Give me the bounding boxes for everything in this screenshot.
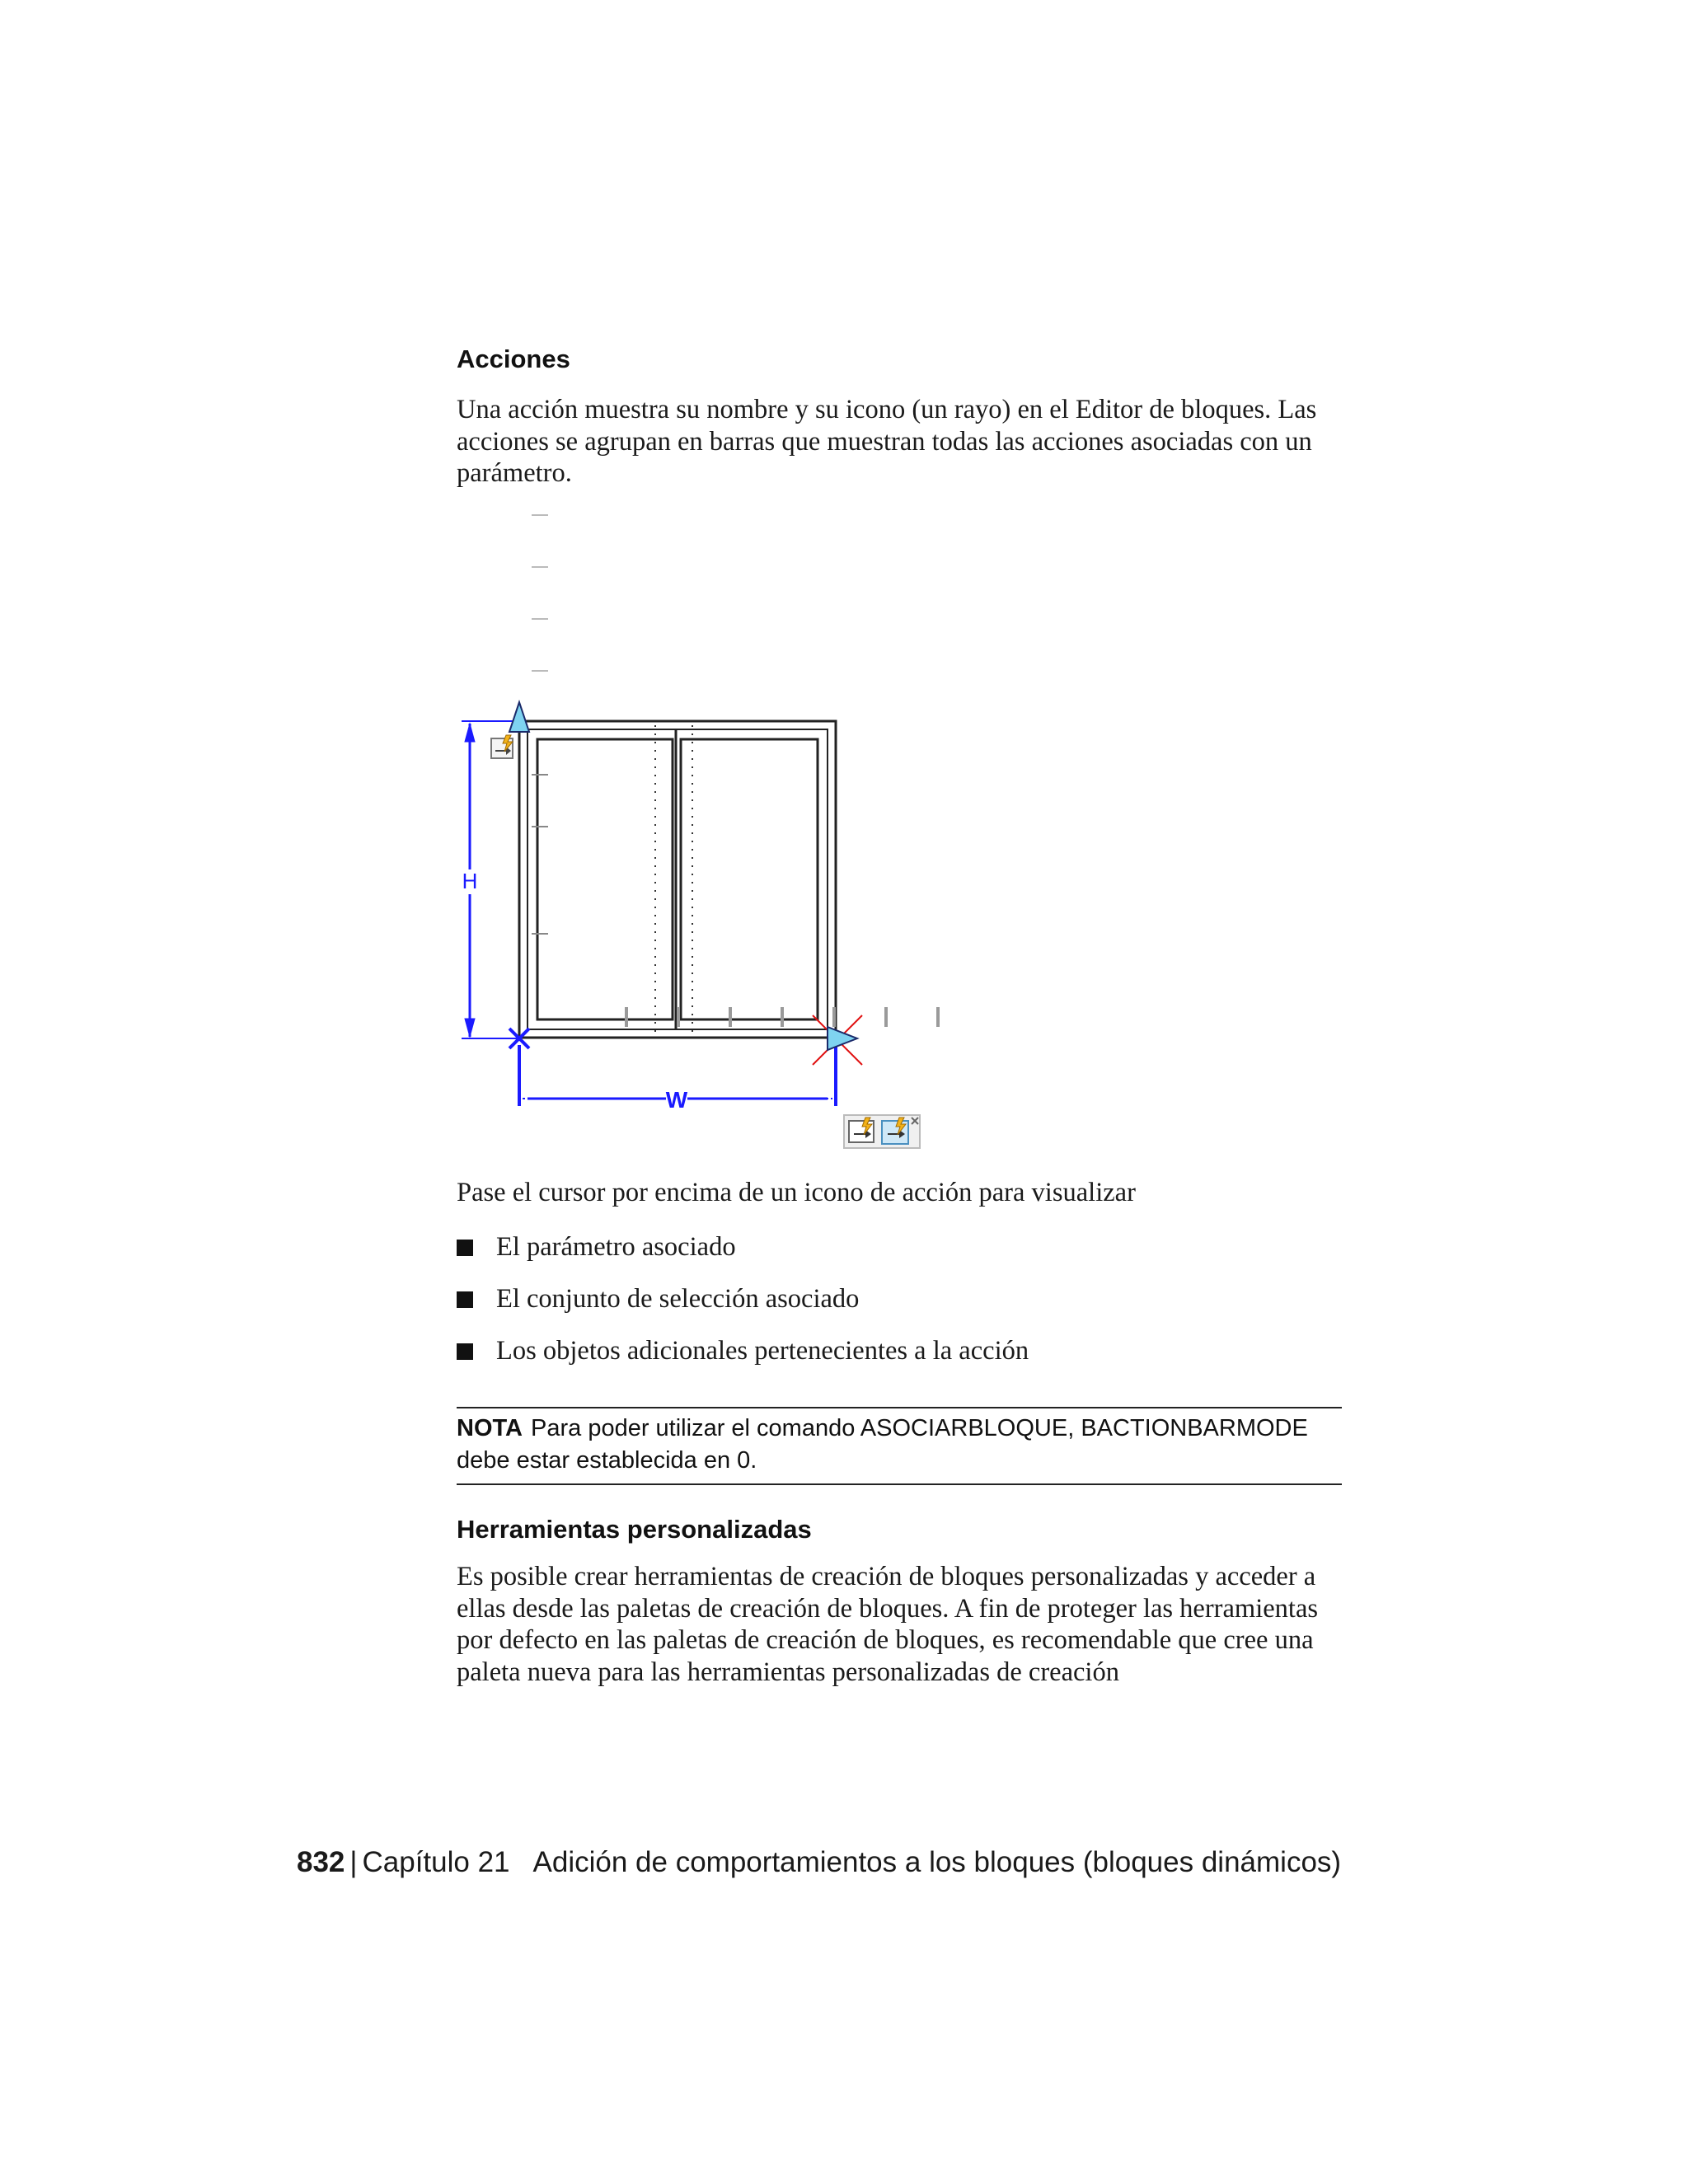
section-heading-acciones: Acciones — [457, 344, 570, 373]
hover-intro-text: Pase el cursor por encima de un icono de acción para visualizar — [457, 1178, 1136, 1207]
section-paragraph-acciones: Una acción muestra su nombre y su icono (un rayo) en el Editor de bloques. Las acciones se agrupan en barras que muestran todas las acciones asociadas con un parámetro. — [457, 395, 1317, 488]
list-item: El conjunto de selección asociado — [457, 1283, 1343, 1335]
page-number: 832 — [297, 1846, 345, 1878]
chapter-label: Capítulo 21 — [362, 1846, 510, 1878]
bullet-list — [457, 1231, 1343, 1387]
chapter-title: Adición de comportamientos a los bloques (bloques dinámicos) — [532, 1846, 1342, 1878]
width-label: W — [665, 1087, 688, 1113]
inner-ticks — [532, 775, 548, 934]
action-icon-stretch-2[interactable] — [882, 1118, 908, 1144]
bullet-square-icon — [457, 1343, 473, 1360]
window-frame — [519, 721, 836, 1038]
list-item: El parámetro asociado — [457, 1231, 1343, 1283]
action-icon-top[interactable] — [491, 735, 513, 758]
section-heading-herramientas: Herramientas personalizadas — [457, 1515, 812, 1544]
page-footer — [297, 1846, 1341, 1879]
action-bar — [844, 1115, 920, 1148]
note-box — [457, 1407, 1342, 1485]
faint-tick-marks — [532, 515, 548, 671]
footer-separator: | — [349, 1846, 358, 1878]
grip-arrow-up-icon[interactable] — [509, 702, 529, 732]
bullet-square-icon — [457, 1291, 473, 1308]
action-icon-stretch-1[interactable] — [849, 1118, 874, 1142]
bullet-square-icon — [457, 1240, 473, 1256]
list-item: Los objetos adicionales pertenecientes a la acción — [457, 1335, 1343, 1387]
section-paragraph-herramientas: Es posible crear herramientas de creación de bloques personalizadas y acceder a ellas desde las paletas de creación de bloques. A fin de proteger las herramientas por defecto en las paletas de creación de bloques, es recomendable que cree una paleta nueva para las herramientas personalizadas de creación — [457, 1562, 1319, 1687]
dynamic-block-figure — [437, 494, 948, 1154]
height-label: H — [462, 869, 478, 893]
note-label: NOTA — [457, 1415, 523, 1441]
grip-arrow-right-icon[interactable] — [828, 1027, 857, 1050]
note-text: Para poder utilizar el comando ASOCIARBLOQUE, BACTIONBARMODE debe estar establecida en 0. — [457, 1415, 1308, 1474]
